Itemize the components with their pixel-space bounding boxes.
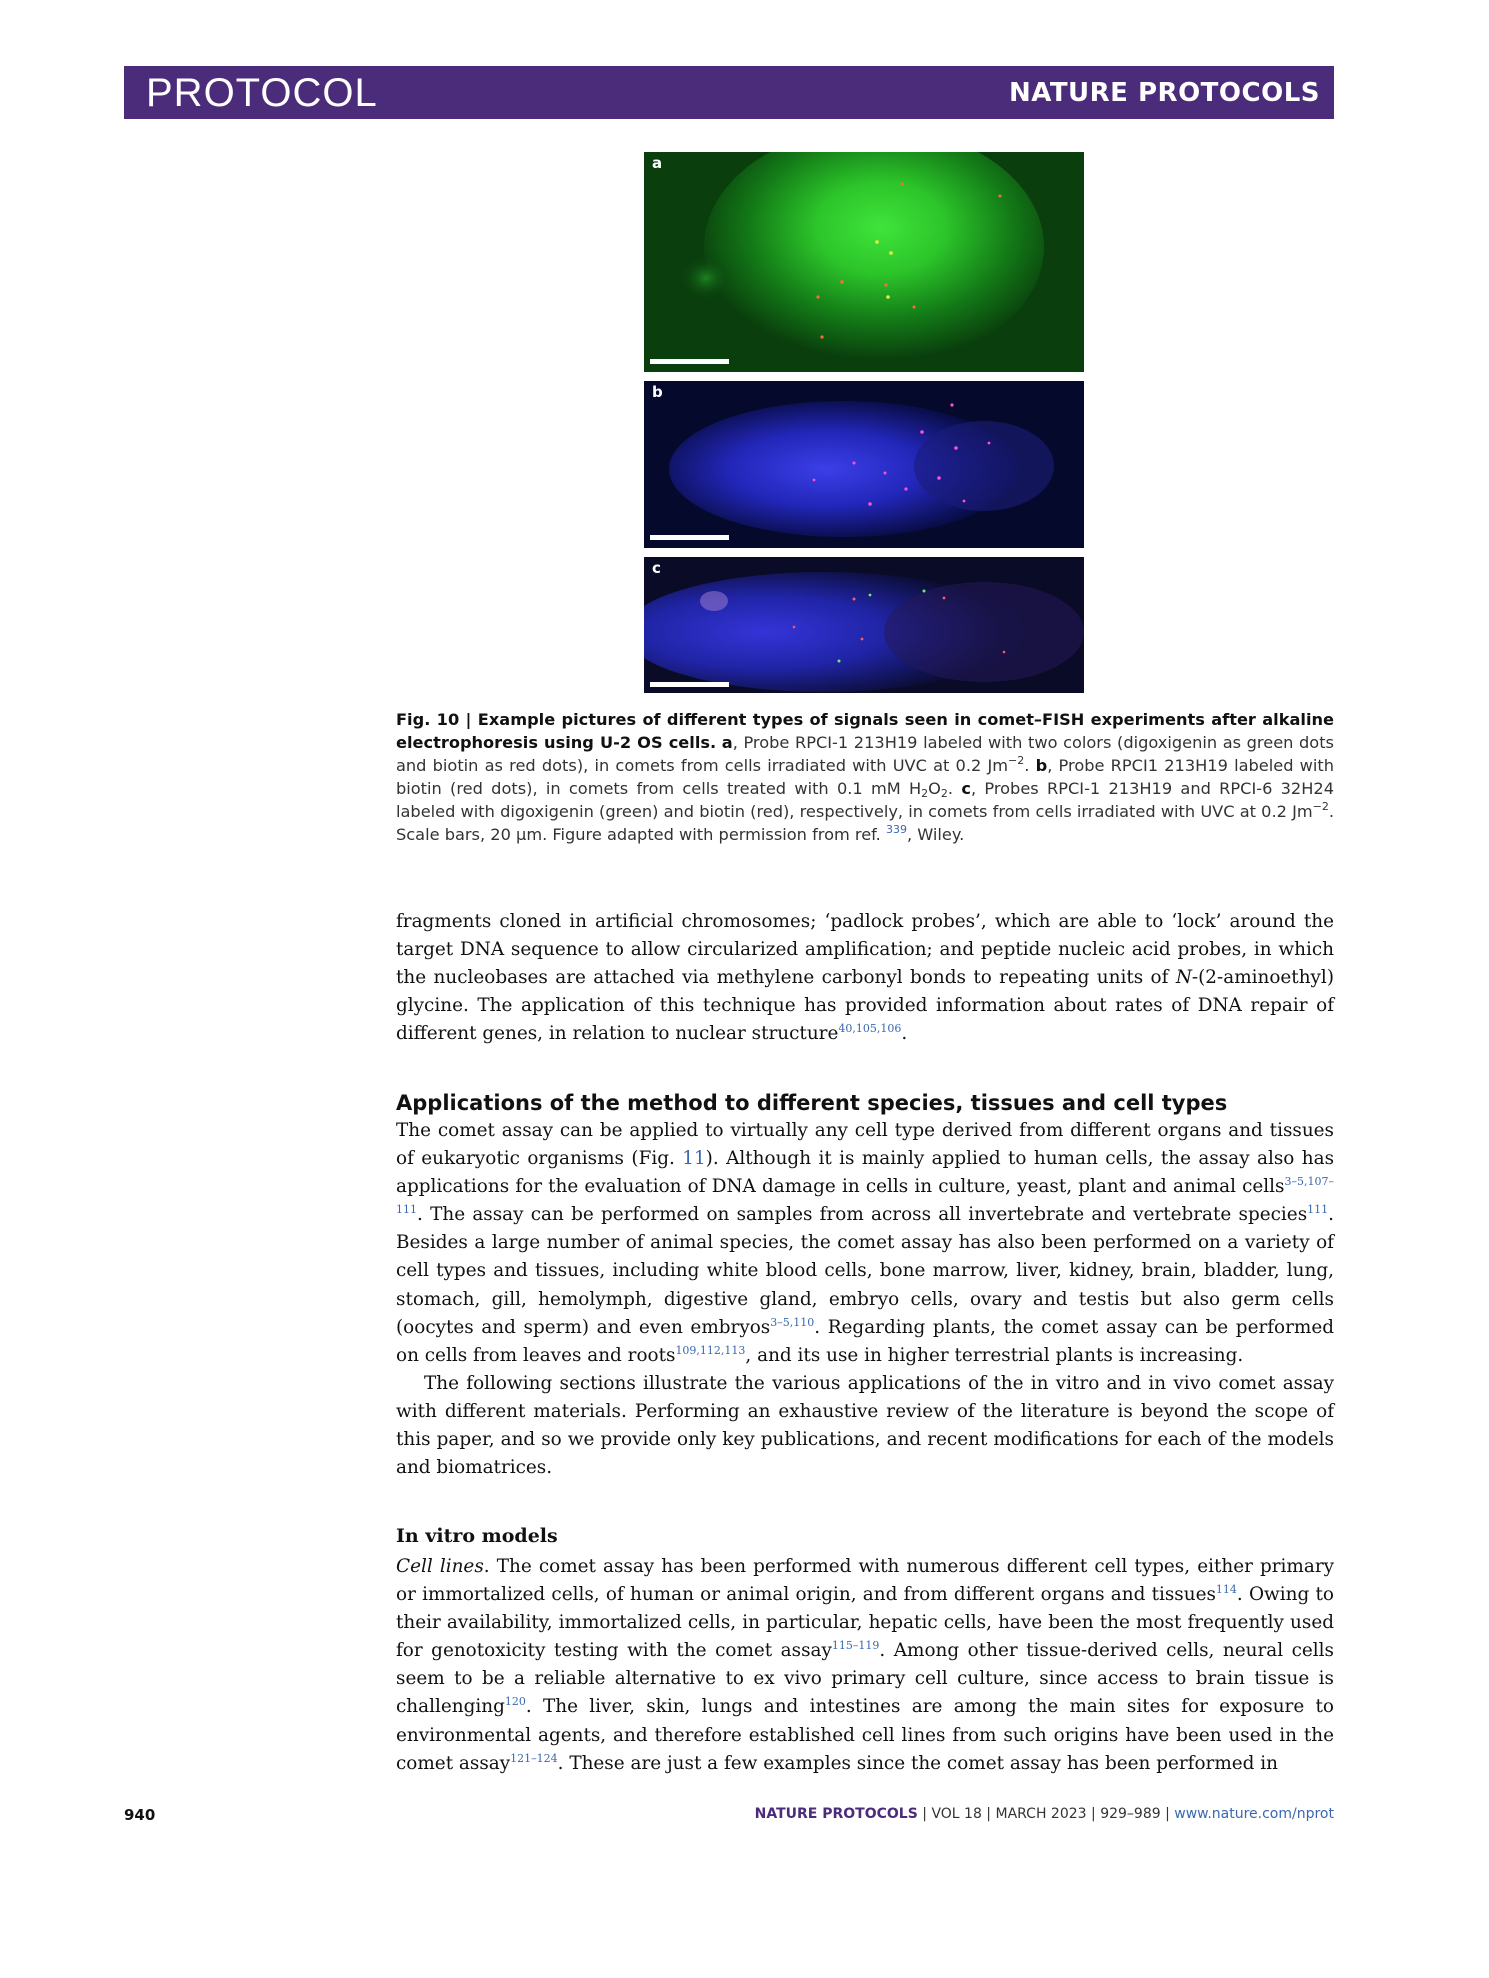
para1-text: fragments cloned in artificial chromosomes; ‘padlock probes’, which are able to ‘lock’ around the target DNA sequence to allow circularized amplification; and peptide nucleic acid probes, in which the nucleobases are attached via methylene carbonyl bonds to repeating units of	[396, 911, 1334, 989]
invitro-text-2: . Owing to their availability, immortalized cells, in particular, hepatic cells, have been the most frequently used for genotoxicity testing with the comet assay	[396, 1584, 1334, 1662]
s1-ref-1[interactable]: 3–5,107–111	[396, 1175, 1334, 1217]
para1-refs[interactable]: 40,105,106	[838, 1022, 902, 1036]
panel-letter-c: c	[652, 559, 661, 577]
page-number: 940	[124, 1806, 156, 1824]
caption-sup-c: −2	[1312, 800, 1329, 813]
footer-sep-2: |	[981, 1806, 996, 1822]
caption-text-a: , Probe RPCI-1 213H19 labeled with two colors (digoxigenin as green dots and biotin as red dots), in comets from cells irradiated with UVC at 0.2 Jm	[396, 733, 1334, 775]
section-heading-applications: Applications of the method to different species, tissues and cell types	[396, 1091, 1228, 1115]
footer-journal: NATURE PROTOCOLS	[754, 1806, 918, 1822]
invitro-text-4: . The liver, skin, lungs and intestines are among the main sites for exposure to environmental agents, and therefore established cell lines from such origins have been used in the comet assay	[396, 1696, 1334, 1774]
invitro-ref-2[interactable]: 115–119	[831, 1639, 880, 1653]
caption-tail: , Wiley.	[906, 825, 965, 844]
scale-bar-c	[650, 682, 729, 687]
invitro-text-5: . These are just a few examples since the comet assay has been performed in	[557, 1752, 1278, 1774]
caption-sup-a: −2	[1008, 754, 1025, 767]
s1-paragraph-2: The following sections illustrate the various applications of the in vitro and in vivo comet assay with different materials. Performing an exhaustive review of the literature is beyond the scope of this paper, and so we provide only key publications, and recent modifications for each of the models and biomatrices.	[396, 1372, 1334, 1479]
figure-panel-b	[644, 381, 1084, 548]
comet-image-c	[644, 557, 1084, 693]
caption-label: Fig. 10 | Example pictures of different types of signals seen in comet–FISH experiments after alkaline electrophoresis using U-2 OS cells.	[396, 710, 1334, 752]
caption-end-c: . Scale bars, 20 μm. Figure adapted with permission from ref.	[396, 802, 1334, 844]
scale-bar-a	[650, 359, 729, 364]
fig-11-link[interactable]: 11	[682, 1148, 706, 1170]
s1-ref-4[interactable]: 109,112,113	[675, 1343, 746, 1357]
s1-ref-2[interactable]: 111	[1307, 1203, 1329, 1217]
s1-ref-3[interactable]: 3–5,110	[770, 1315, 815, 1329]
s1-text-e: . Regarding plants, the comet assay can be performed on cells from leaves and roots	[396, 1316, 1335, 1366]
comet-image-a	[644, 152, 1084, 372]
footer-sep-1: |	[917, 1806, 932, 1822]
caption-letter-b: b	[1035, 756, 1048, 775]
body-paragraph-1	[396, 908, 1334, 1048]
comet-image-b	[644, 381, 1084, 548]
panel-letter-a: a	[652, 154, 663, 172]
footer-date: MARCH 2023	[995, 1806, 1087, 1822]
caption-sub-b2: 2	[940, 787, 948, 800]
invitro-ref-3[interactable]: 120	[504, 1695, 526, 1709]
s1-text-f: , and its use in higher terrestrial plants is increasing.	[745, 1344, 1244, 1366]
footer-sep-4: |	[1160, 1806, 1175, 1822]
para1-italic: N	[1175, 967, 1192, 989]
body-section-applications	[396, 1117, 1334, 1482]
invitro-ref-1[interactable]: 114	[1215, 1583, 1237, 1597]
caption-end-a: .	[1024, 756, 1030, 775]
s1-text-a: The comet assay can be applied to virtually any cell type derived from different organs and tissues of eukaryotic organisms (Fig.	[396, 1120, 1334, 1170]
caption-mid-b: O	[928, 779, 941, 798]
s1-text-d: . Besides a large number of animal species, the comet assay has also been performed on a variety of cell types and tissues, including white blood cells, bone marrow, liver, kidney, brain, bladder, lung, stomach, gill, hemolymph, digestive gland, embryo cells, ovary and testis but also germ cells (oocytes and sperm) and even embryos	[396, 1204, 1334, 1338]
running-header	[124, 66, 1334, 119]
footer-url-link[interactable]: www.nature.com/nprot	[1174, 1806, 1334, 1822]
s1-text-c: . The assay can be performed on samples from across all invertebrate and vertebrate species	[417, 1204, 1308, 1226]
caption-text-b: , Probe RPCI1 213H19 labeled with biotin (red dots), in comets from cells treated with 0.1 mM H	[396, 756, 1334, 798]
footer-volume: VOL 18	[931, 1806, 982, 1822]
panel-letter-b: b	[652, 383, 663, 401]
caption-letter-c: c	[961, 779, 971, 798]
caption-text-c: , Probes RPCI-1 213H19 and RPCI-6 32H24 labeled with digoxigenin (green) and biotin (red), respectively, in comets from cells irradiated with UVC at 0.2 Jm	[396, 779, 1335, 821]
scale-bar-b	[650, 535, 729, 540]
invitro-ref-4[interactable]: 121–124	[510, 1751, 558, 1765]
footer-sep-3: |	[1086, 1806, 1101, 1822]
figure-panel-c	[644, 557, 1084, 693]
caption-ref-link[interactable]: 339	[885, 823, 907, 836]
para1-end: .	[901, 1023, 908, 1045]
body-section-in-vitro	[396, 1553, 1334, 1778]
invitro-text-1: . The comet assay has been performed with numerous different cell types, either primary or immortalized cells, of human or animal origin, and from different organs and tissues	[396, 1556, 1335, 1606]
caption-sub-b1: 2	[921, 787, 929, 800]
invitro-text-3: . Among other tissue-derived cells, neural cells seem to be a reliable alternative to ex vivo primary cell culture, since access to brain tissue is challenging	[396, 1640, 1334, 1718]
journal-name: NATURE PROTOCOLS	[1008, 78, 1320, 108]
figure-panel-a	[644, 152, 1084, 372]
s1-text-b: ). Although it is mainly applied to human cells, the assay also has applications for the evaluation of DNA damage in cells in culture, yeast, plant and animal cells	[396, 1148, 1335, 1198]
footer-citation	[755, 1806, 1334, 1822]
invitro-lead: Cell lines	[396, 1556, 484, 1577]
caption-letter-a: a	[721, 733, 733, 752]
subheading-in-vitro: In vitro models	[396, 1525, 558, 1547]
caption-end-b: .	[947, 779, 954, 798]
footer-pages: 929–989	[1100, 1806, 1161, 1822]
figure-caption	[396, 708, 1334, 846]
para1-text2: -(2-aminoethyl) glycine. The application of this technique has provided information about rates of DNA repair of different genes, in relation to nuclear structure	[396, 967, 1334, 1045]
section-type-label: PROTOCOL	[146, 71, 378, 115]
